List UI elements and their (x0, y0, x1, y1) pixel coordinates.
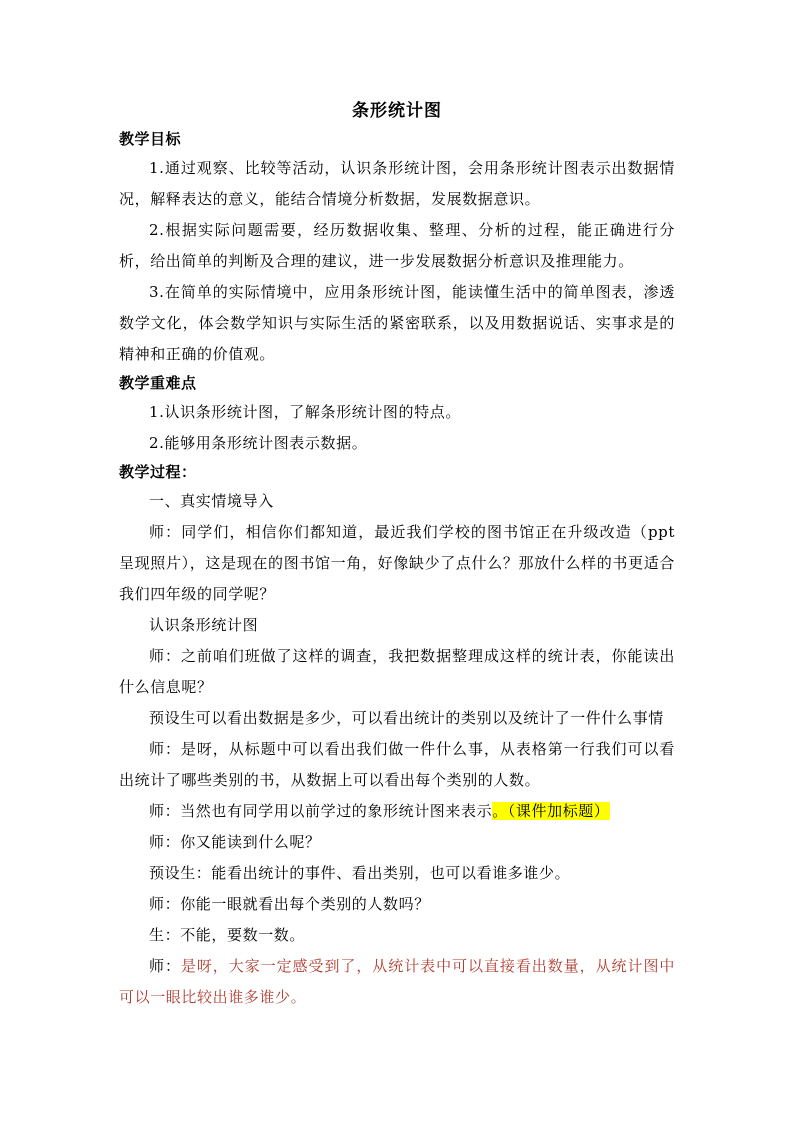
highlighted-note: 。（课件加标题） (492, 802, 610, 820)
process-paragraph: 生：不能，要数一数。 (149, 926, 306, 944)
emphasis-text: 是呀，大家一定感受到了，从统计表中可以直接看出数量，从统计图中可以一眼比较出谁多谁少。 (119, 957, 675, 1006)
process-paragraph (119, 951, 675, 1013)
objectives-heading: 教学目标 (119, 130, 182, 148)
process-paragraph: 师：之前咱们班做了这样的调查，我把数据整理成这样的统计表，你能读出什么信息呢？ (119, 647, 675, 696)
process-paragraph: 师：你又能读到什么呢？ (149, 833, 321, 851)
objective-2: 2.根据实际问题需要，经历数据收集、整理、分析的过程，能正确进行分析，给出简单的判断及合理的建议，进一步发展数据分析意识及推理能力。 (119, 221, 675, 270)
process-paragraph: 师：你能一眼就看出每个类别的人数吗？ (149, 895, 430, 913)
process-paragraph: 师：同学们，相信你们都知道，最近我们学校的图书馆正在升级改造（ppt呈现照片），这是现在的图书馆一角，好像缺少了点什么？那放什么样的书更适合我们四年级的同学呢？ (119, 523, 675, 603)
process-text: 师：当然也有同学用以前学过的象形统计图来表示 (149, 802, 493, 820)
key-points-heading: 教学重难点 (119, 374, 197, 392)
document-content (119, 98, 675, 1013)
objective-3: 3.在简单的实际情境中，应用条形统计图，能读懂生活中的简单图表，渗透数学文化，体会数学知识与实际生活的紧密联系，以及用数据说话、实事求是的精神和正确的价值观。 (119, 283, 675, 363)
process-paragraph (119, 796, 675, 827)
process-paragraph: 预设生可以看出数据是多少，可以看出统计的类别以及统计了一件什么事情 (149, 709, 664, 727)
objective-1: 1.通过观察、比较等活动，认识条形统计图，会用条形统计图表示出数据情况，解释表达的意义，能结合情境分析数据，发展数据意识。 (119, 159, 675, 208)
process-paragraph: 预设生：能看出统计的事件、看出类别，也可以看谁多谁少。 (149, 864, 571, 882)
document-title: 条形统计图 (352, 101, 442, 121)
process-intro-heading: 一、真实情境导入 (149, 492, 274, 510)
process-paragraph: 师：是呀，从标题中可以看出我们做一件什么事，从表格第一行我们可以看出统计了哪些类别的书，从数据上可以看出每个类别的人数。 (119, 740, 675, 789)
process-heading: 教学过程： (119, 463, 197, 481)
process-subheading: 认识条形统计图 (149, 616, 259, 634)
key-point-1: 1.认识条形统计图，了解条形统计图的特点。 (149, 403, 461, 421)
key-point-2: 2.能够用条形统计图表示数据。 (149, 434, 368, 452)
process-text: 师： (149, 957, 181, 975)
